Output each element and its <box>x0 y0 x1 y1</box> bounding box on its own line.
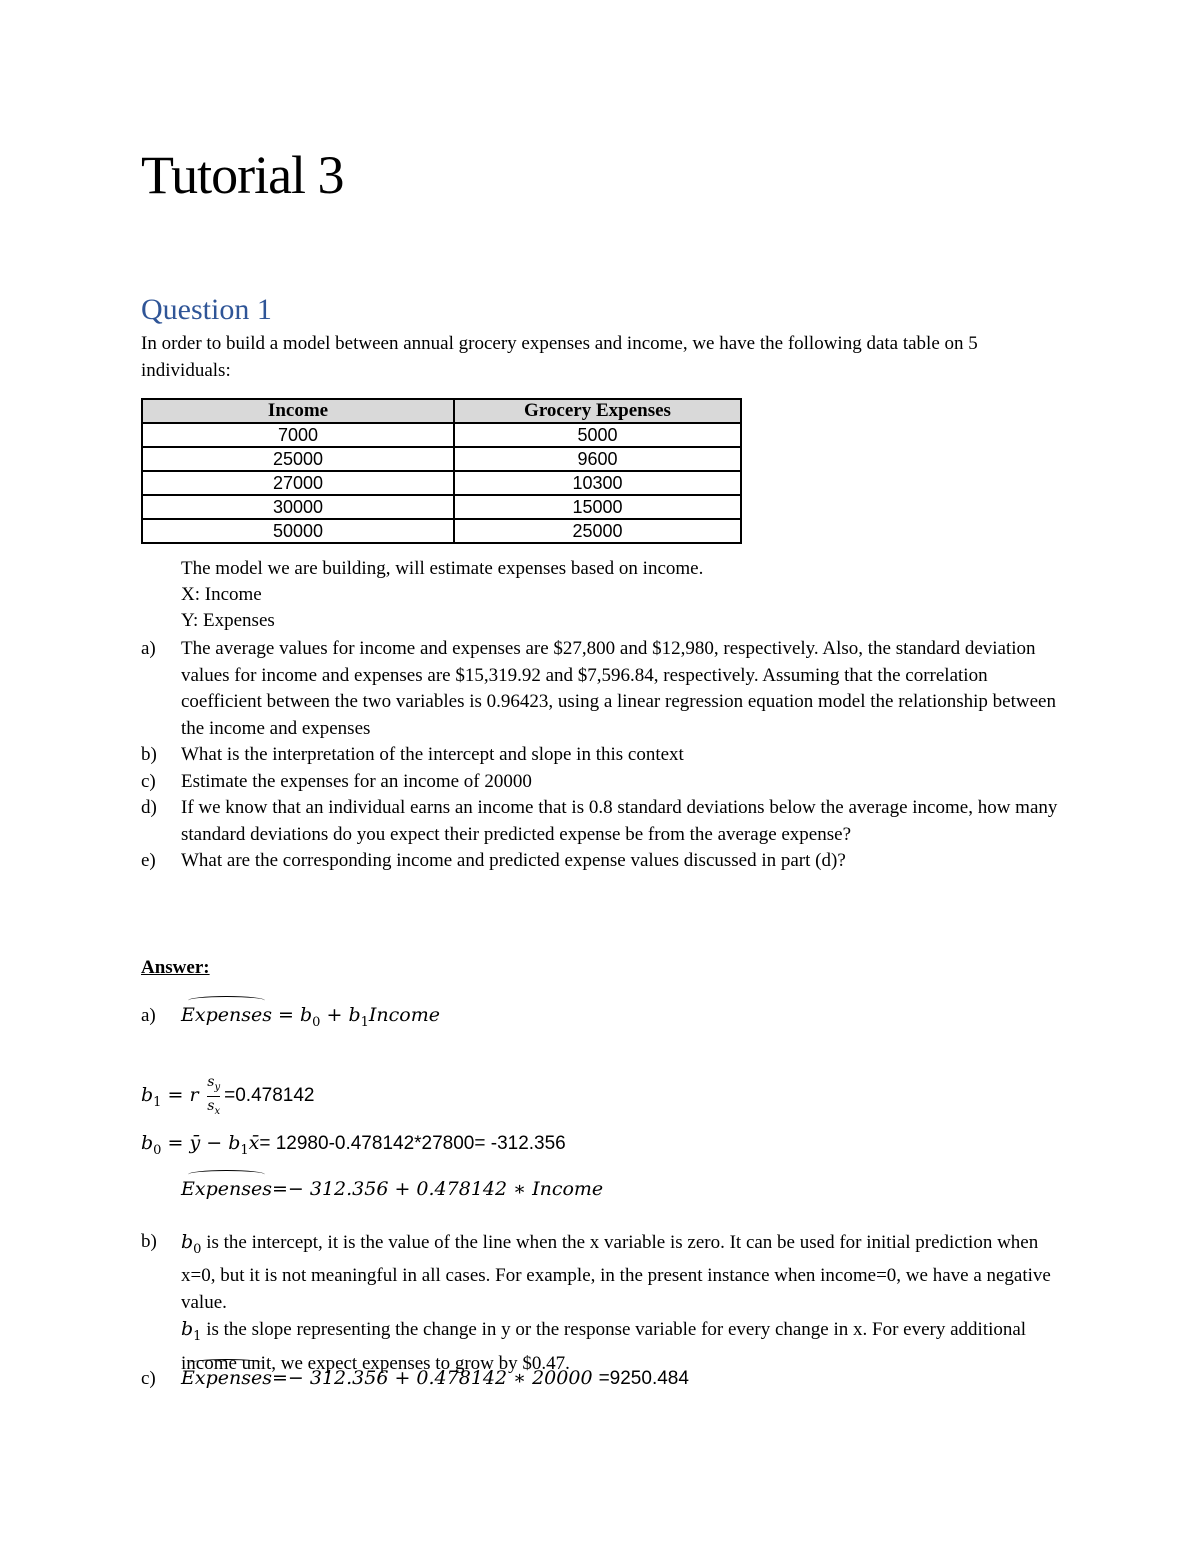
list-item <box>141 769 1071 796</box>
table-row <box>142 471 741 495</box>
item-label: c) <box>141 770 156 792</box>
slope-interpretation: is the slope representing the change in y or the response variable for every change in x. For every additional income unit, we expect expenses to grow by $0.47. <box>181 1319 1027 1374</box>
answer-a-equation: a) Expenses = $b_0$ + $b_1Income$ <box>141 1004 440 1030</box>
table-row <box>142 519 741 543</box>
b0-formula: $b_0$ = ȳ − $b_1x̄= 12980-0.478142*27800= -312.356$ <box>141 1132 566 1158</box>
cell-income: 30000 <box>142 495 454 519</box>
income-symbol: Income <box>368 1004 440 1026</box>
b1-symbol: b <box>348 1004 361 1026</box>
b1-value: =0.478142 <box>224 1085 315 1107</box>
cell-income: 27000 <box>142 471 454 495</box>
cell-expenses: 15000 <box>454 495 741 519</box>
data-table <box>141 398 742 544</box>
intercept-interpretation: is the intercept, it is the value of the line when the x variable is zero. It can be used for initial prediction when x=0, but it is not meaningful in all cases. For example, in the present instance when income=0, we have a negative value. <box>181 1232 1051 1313</box>
item-label: c) <box>141 1368 156 1389</box>
answer-b: b) $b_0$ is the intercept, it is the value of the line when the x variable is zero. It can be used for initial prediction when x=0, but it is not meaningful in all cases. For example, in the present instance when income=0, we have a negative value. $b_1$ is the slope representing the change in y or the response variable for every change in x. For every additional income unit, we expect expenses to grow by $0.47. <box>141 1229 1071 1377</box>
table-row <box>142 447 741 471</box>
b0-symbol: b <box>299 1004 313 1026</box>
question-list <box>141 636 1071 875</box>
item-text: If we know that an individual earns an income that is 0.8 standard deviations below the average income, how many standard deviations do you expect their predicted expense be from the average expense? <box>181 797 1058 845</box>
final-regression-equation: Expenses=− 312.356 + 0.478142 ∗ Income <box>181 1176 603 1204</box>
cell-income: 7000 <box>142 423 454 447</box>
b1-formula: $b_1 = r$ $\frac{s_y}{s_x}$ =0.478142 <box>141 1074 314 1120</box>
list-item <box>141 848 1071 875</box>
x-variable-line: X: Income <box>181 584 262 605</box>
question-heading: Question 1 <box>141 293 272 326</box>
model-description: The model we are building, will estimate expenses based on income. <box>181 558 704 579</box>
item-label: a) <box>141 1005 156 1026</box>
list-item <box>141 636 1071 742</box>
column-header-grocery-expenses: Grocery Expenses <box>454 399 741 423</box>
page-title: Tutorial 3 <box>141 145 344 205</box>
table-header-row <box>142 399 741 423</box>
cell-income: 25000 <box>142 447 454 471</box>
cell-income: 50000 <box>142 519 454 543</box>
table-row <box>142 423 741 447</box>
answer-c: c) Expenses=− 312.356 + 0.478142 ∗ 20000 =9250.484 <box>141 1365 689 1393</box>
column-header-income: Income <box>142 399 454 423</box>
answer-c-value: =9250.484 <box>598 1368 689 1389</box>
item-label: b) <box>141 744 157 765</box>
item-text: What are the corresponding income and predicted expense values discussed in part (d)? <box>181 850 846 871</box>
cell-expenses: 25000 <box>454 519 741 543</box>
item-label: a) <box>141 638 156 659</box>
cell-expenses: 5000 <box>454 423 741 447</box>
answer-label: Answer: <box>141 957 210 978</box>
cell-expenses: 10300 <box>454 471 741 495</box>
cell-expenses: 9600 <box>454 447 741 471</box>
item-text: What is the interpretation of the intercept and slope in this context <box>181 744 684 765</box>
item-label: e) <box>141 850 156 871</box>
table-row <box>142 495 741 519</box>
item-text: Estimate the expenses for an income of 20000 <box>181 770 532 792</box>
sy-over-sx-fraction: $\frac{s_y}{s_x}$ <box>207 1074 220 1120</box>
answer-c-equation: =− 312.356 + 0.478142 ∗ 20000 <box>271 1367 599 1389</box>
final-equation-rhs: =− 312.356 + 0.478142 ∗ Income <box>271 1178 604 1200</box>
item-label: d) <box>141 797 157 818</box>
item-label: b) <box>141 1231 157 1252</box>
list-item <box>141 742 1071 769</box>
list-item <box>141 795 1071 848</box>
expenses-hat-symbol: Expenses <box>181 1002 272 1029</box>
y-variable-line: Y: Expenses <box>181 610 275 631</box>
item-text: The average values for income and expenses are $27,800 and $12,980, respectively. Also, the standard deviation values for income and expenses are $15,319.92 and $7,596.84, respectively. Assuming that the correlation coefficient between the two variables is 0.96423, using a linear regression equation model the relationship between the income and expenses <box>181 638 1056 739</box>
intro-paragraph: In order to build a model between annual grocery expenses and income, we have the following data table on 5 individuals: <box>141 333 978 381</box>
b0-value: = 12980-0.478142*27800= -312.356 <box>259 1133 566 1154</box>
